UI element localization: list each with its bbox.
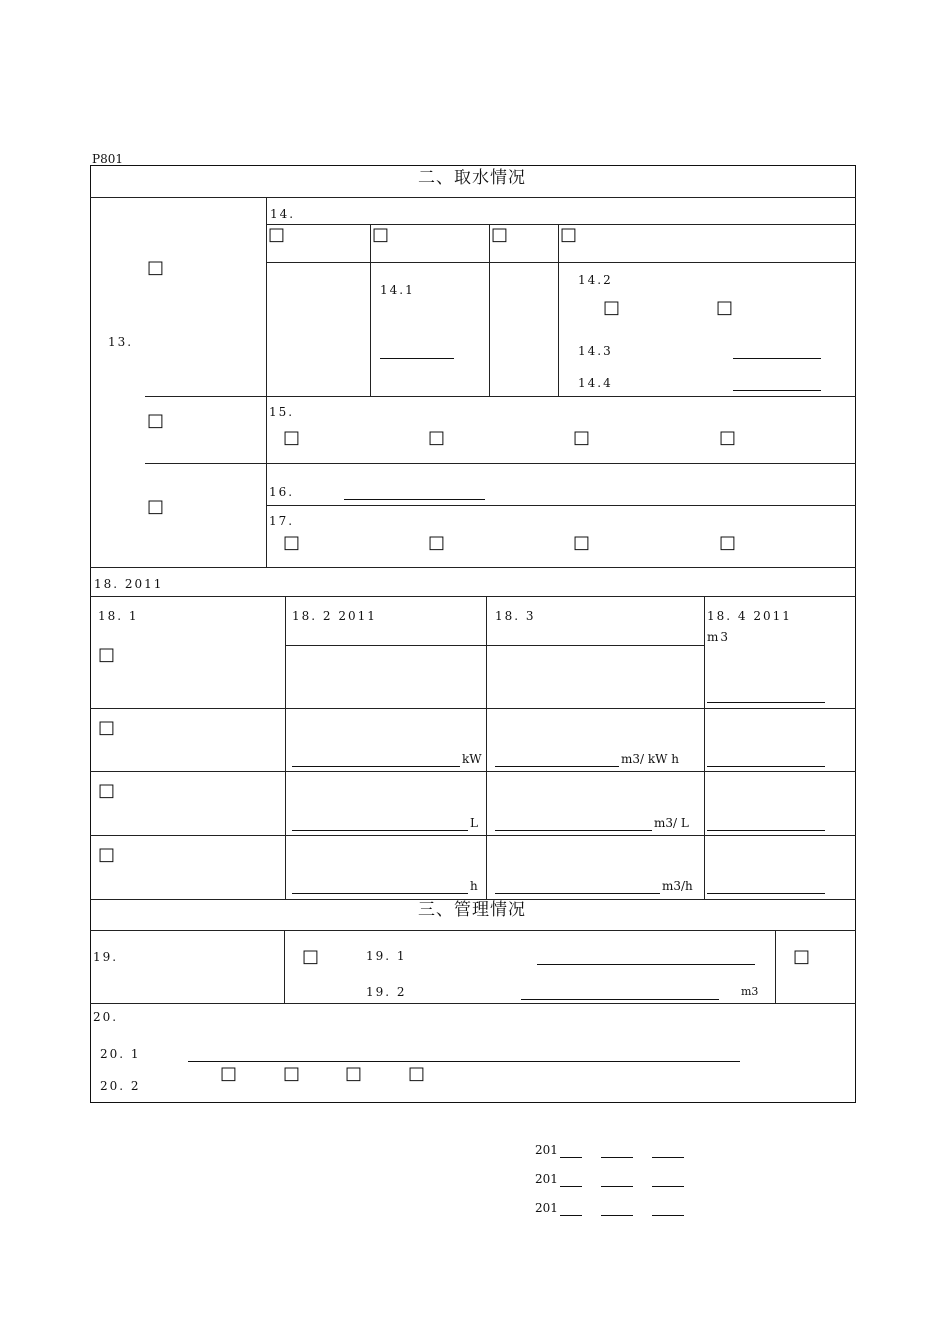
divider — [489, 224, 490, 396]
checkbox-icon[interactable]: □ — [147, 257, 165, 278]
q14-4-label: 14.4 — [578, 376, 613, 390]
divider — [90, 567, 856, 568]
q18-title: 18. 2011 — [94, 577, 164, 591]
divider — [486, 596, 487, 899]
q18-row4-unit3: m3/h — [662, 879, 693, 893]
footer-row3-day-input[interactable] — [652, 1215, 684, 1216]
checkbox-icon[interactable]: □ — [428, 532, 446, 553]
checkbox-icon[interactable]: □ — [283, 1063, 301, 1084]
checkbox-icon[interactable]: □ — [147, 496, 165, 517]
checkbox-icon[interactable]: □ — [283, 427, 301, 448]
q13-label: 13. — [108, 335, 134, 349]
q18-row3-unit3: m3/ L — [654, 816, 689, 830]
q18-row4-input4[interactable] — [707, 893, 825, 894]
form-code-value: P801 — [92, 152, 123, 166]
form-table — [90, 165, 856, 1103]
q18-row2-input4[interactable] — [707, 766, 825, 767]
q18-3-header: 18. 3 — [495, 609, 536, 623]
divider — [558, 224, 559, 396]
divider — [90, 708, 856, 709]
checkbox-icon[interactable]: □ — [603, 297, 621, 318]
q19-2-unit: m3 — [741, 985, 759, 998]
divider — [90, 771, 856, 772]
footer-row2-day-input[interactable] — [652, 1186, 684, 1187]
q19-2-label: 19. 2 — [366, 985, 407, 999]
divider — [145, 463, 856, 464]
q20-title: 20. — [93, 1010, 119, 1024]
checkbox-icon[interactable]: □ — [408, 1063, 426, 1084]
checkbox-icon[interactable]: □ — [98, 644, 116, 665]
divider — [145, 396, 856, 397]
footer-row1-day-input[interactable] — [652, 1157, 684, 1158]
q18-row3-input3[interactable] — [495, 830, 652, 831]
q18-row2-unit3: m3/ kW h — [621, 752, 680, 766]
q20-1-input[interactable] — [188, 1061, 740, 1062]
q18-row4-input3[interactable] — [495, 893, 660, 894]
q18-row4-input2[interactable] — [292, 893, 468, 894]
divider — [775, 930, 776, 1003]
q14-1-line1: 14.1 — [380, 283, 415, 297]
footer-row3-year-input[interactable] — [560, 1215, 582, 1216]
footer-row3-month-input[interactable] — [601, 1215, 633, 1216]
q18-1-header: 18. 1 — [98, 609, 139, 623]
divider — [90, 596, 856, 597]
checkbox-icon[interactable]: □ — [719, 427, 737, 448]
checkbox-icon[interactable]: □ — [345, 1063, 363, 1084]
q14-2-title: 14.2 — [578, 273, 613, 287]
checkbox-icon[interactable]: □ — [268, 224, 286, 245]
q14-3-label: 14.3 — [578, 344, 613, 358]
checkbox-icon[interactable]: □ — [793, 946, 811, 967]
section2-title: 二、取水情况 — [418, 168, 526, 188]
checkbox-icon[interactable]: □ — [428, 427, 446, 448]
checkbox-icon[interactable]: □ — [716, 297, 734, 318]
q14-title: 14. — [270, 207, 296, 221]
divider — [266, 262, 856, 263]
checkbox-icon[interactable]: □ — [220, 1063, 238, 1084]
q14-1-input[interactable] — [380, 358, 454, 359]
footer-row2-year-input[interactable] — [560, 1186, 582, 1187]
footer-row2-month-input[interactable] — [601, 1186, 633, 1187]
q17-title: 17. — [269, 514, 295, 528]
q18-row4-unit2: h — [470, 879, 478, 893]
q18-row3-unit2: L — [470, 816, 478, 830]
q18-row1-input[interactable] — [707, 702, 825, 703]
q20-2-label: 20. 2 — [100, 1079, 141, 1093]
q18-row2-input3[interactable] — [495, 766, 619, 767]
section3-title: 三、管理情况 — [418, 900, 526, 920]
q16-input[interactable] — [344, 499, 485, 500]
q19-1-input[interactable] — [537, 964, 755, 965]
q15-title: 15. — [269, 405, 295, 419]
divider — [284, 930, 285, 1003]
q18-2-header-line1: 18. 2 2011 — [292, 609, 377, 623]
divider — [90, 197, 856, 198]
divider — [90, 835, 856, 836]
divider — [285, 645, 704, 646]
checkbox-icon[interactable]: □ — [573, 532, 591, 553]
checkbox-icon[interactable]: □ — [283, 532, 301, 553]
q19-2-input[interactable] — [521, 999, 719, 1000]
q19-1-label: 19. 1 — [366, 949, 407, 963]
q18-row2-unit2: kW — [462, 752, 482, 766]
checkbox-icon[interactable]: □ — [560, 224, 578, 245]
footer-row1-year: 201 — [535, 1143, 558, 1157]
divider — [704, 596, 705, 899]
q19-line1: 19. — [93, 950, 119, 964]
q18-row3-input4[interactable] — [707, 830, 825, 831]
q18-row2-input2[interactable] — [292, 766, 460, 767]
checkbox-icon[interactable]: □ — [573, 427, 591, 448]
q18-4-header-line2: m3 — [707, 630, 731, 644]
divider — [266, 197, 267, 567]
form-code — [92, 152, 123, 166]
divider — [90, 1003, 856, 1004]
checkbox-icon[interactable]: □ — [372, 224, 390, 245]
q14-4-input[interactable] — [733, 390, 821, 391]
divider — [266, 505, 856, 506]
divider — [90, 930, 856, 931]
checkbox-icon[interactable]: □ — [491, 224, 509, 245]
checkbox-icon[interactable]: □ — [98, 780, 116, 801]
checkbox-icon[interactable]: □ — [147, 410, 165, 431]
q20-1-label: 20. 1 — [100, 1047, 141, 1061]
q14-3-input[interactable] — [733, 358, 821, 359]
footer-row2-year: 201 — [535, 1172, 558, 1186]
q18-4-header-line1: 18. 4 2011 — [707, 609, 792, 623]
footer-row1-month-input[interactable] — [601, 1157, 633, 1158]
checkbox-icon[interactable]: □ — [98, 844, 116, 865]
checkbox-icon[interactable]: □ — [719, 532, 737, 553]
q18-row3-input2[interactable] — [292, 830, 468, 831]
divider — [285, 596, 286, 899]
footer-row1-year-input[interactable] — [560, 1157, 582, 1158]
checkbox-icon[interactable]: □ — [302, 946, 320, 967]
divider — [370, 224, 371, 396]
footer-row3-year: 201 — [535, 1201, 558, 1215]
checkbox-icon[interactable]: □ — [98, 717, 116, 738]
q16-title: 16. — [269, 485, 295, 499]
